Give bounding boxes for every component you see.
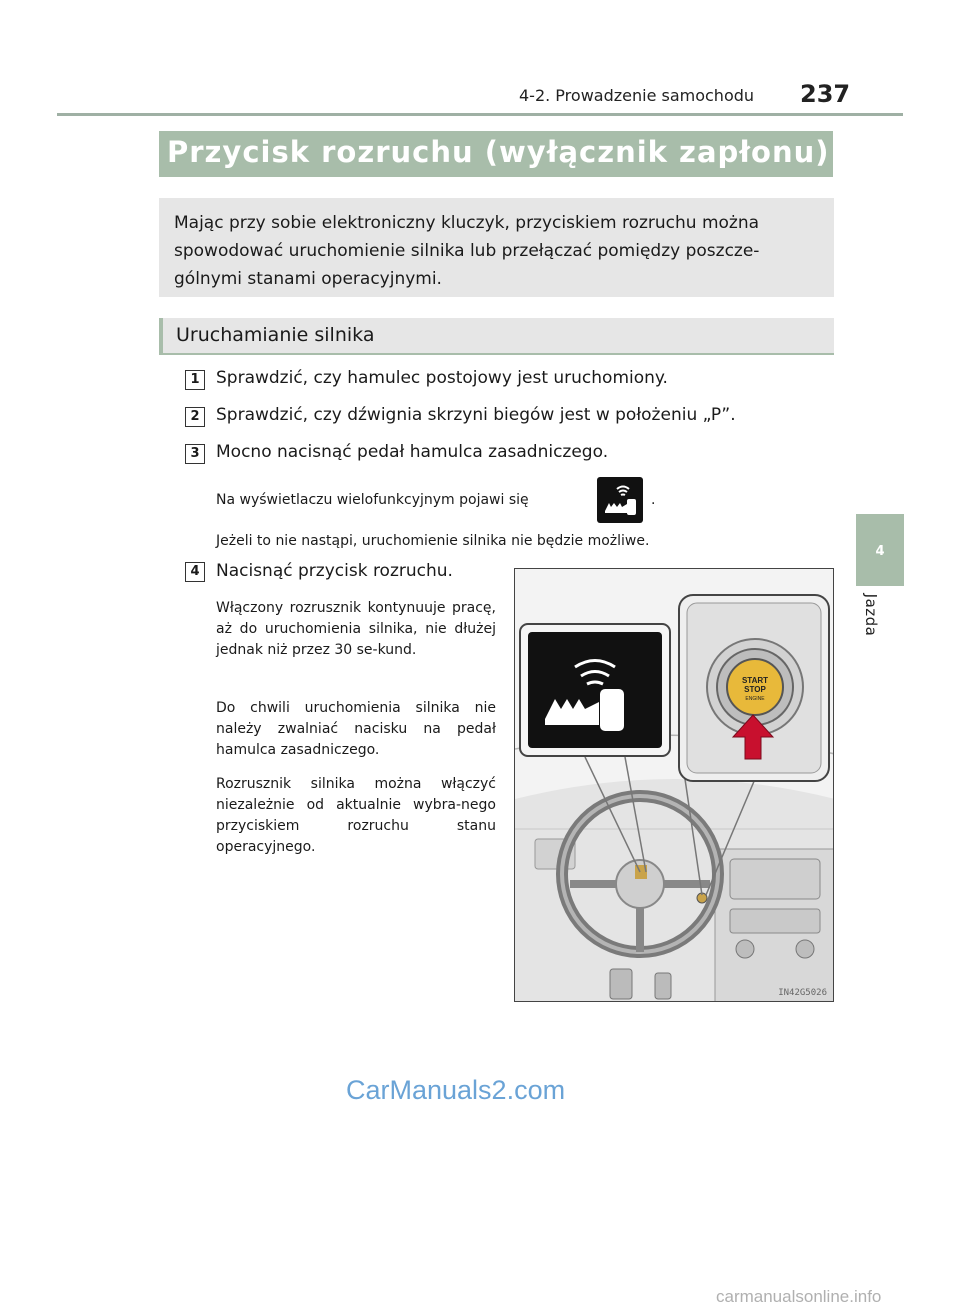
step-text-4: Nacisnąć przycisk rozruchu. — [216, 561, 453, 581]
key-display-icon — [597, 477, 643, 523]
header-divider — [57, 113, 903, 116]
step-text-2: Sprawdzić, czy dźwignia skrzyni biegów jest w położeniu „P”. — [216, 405, 736, 425]
intro-box — [159, 198, 834, 297]
figure-code: IN42G5026 — [778, 988, 827, 998]
running-header-section: 4-2. Prowadzenie samochodu — [519, 86, 755, 105]
step-text-1: Sprawdzić, czy hamulec postojowy jest uruchomiony. — [216, 368, 668, 388]
section-title: Przycisk rozruchu (wyłącznik zapłonu) — [167, 135, 830, 169]
start-button-label-3: ENGINE — [745, 696, 765, 702]
intro-text: Mając przy sobie elektroniczny kluczyk, przyciskiem rozruchu można spowodować uruchomienie silnika lub przełączać pomiędzy poszcze-gólnymi stanami operacyjnymi. — [174, 213, 760, 289]
subsection-bar — [159, 318, 834, 355]
step3-note-display: Na wyświetlaczu wielofunkcyjnym pojawi się — [216, 492, 529, 508]
step-number-1: 1 — [185, 370, 205, 390]
section-title-bar — [159, 131, 833, 177]
footer-site-text: carmanualsonline.info — [716, 1287, 882, 1306]
step4-note-3: Rozrusznik silnika można włączyć niezależnie od aktualnie wybra-nego przyciskiem rozruchu stanu operacyjnego. — [216, 776, 496, 855]
page-number: 237 — [800, 80, 851, 108]
watermark-text: CarManuals2.com — [346, 1075, 566, 1105]
chapter-number: 4 — [875, 544, 885, 559]
subsection-title: Uruchamianie silnika — [176, 324, 375, 346]
step-number-3: 3 — [185, 444, 205, 464]
step3-note-period: . — [651, 492, 656, 508]
step3-note-fallback: Jeżeli to nie nastąpi, uruchomienie silnika nie będzie możliwe. — [216, 533, 650, 549]
dashboard-illustration — [514, 568, 834, 1002]
step-number-2: 2 — [185, 407, 205, 427]
step4-note-2: Do chwili uruchomienia silnika nie należy zwalniać nacisku na pedał hamulca zasadniczego. — [216, 700, 496, 758]
step-text-3: Mocno nacisnąć pedał hamulca zasadniczego. — [216, 442, 609, 462]
chapter-label: Jazda — [862, 593, 880, 637]
start-button-label-2: STOP — [744, 685, 766, 694]
step4-note-1: Włączony rozrusznik kontynuuje pracę, aż do uruchomienia silnika, nie dłużej jednak niż przez 30 se-kund. — [216, 600, 496, 658]
step-number-4: 4 — [185, 562, 205, 582]
start-button-label-1: START — [741, 676, 769, 685]
subsection-accent — [159, 318, 163, 353]
